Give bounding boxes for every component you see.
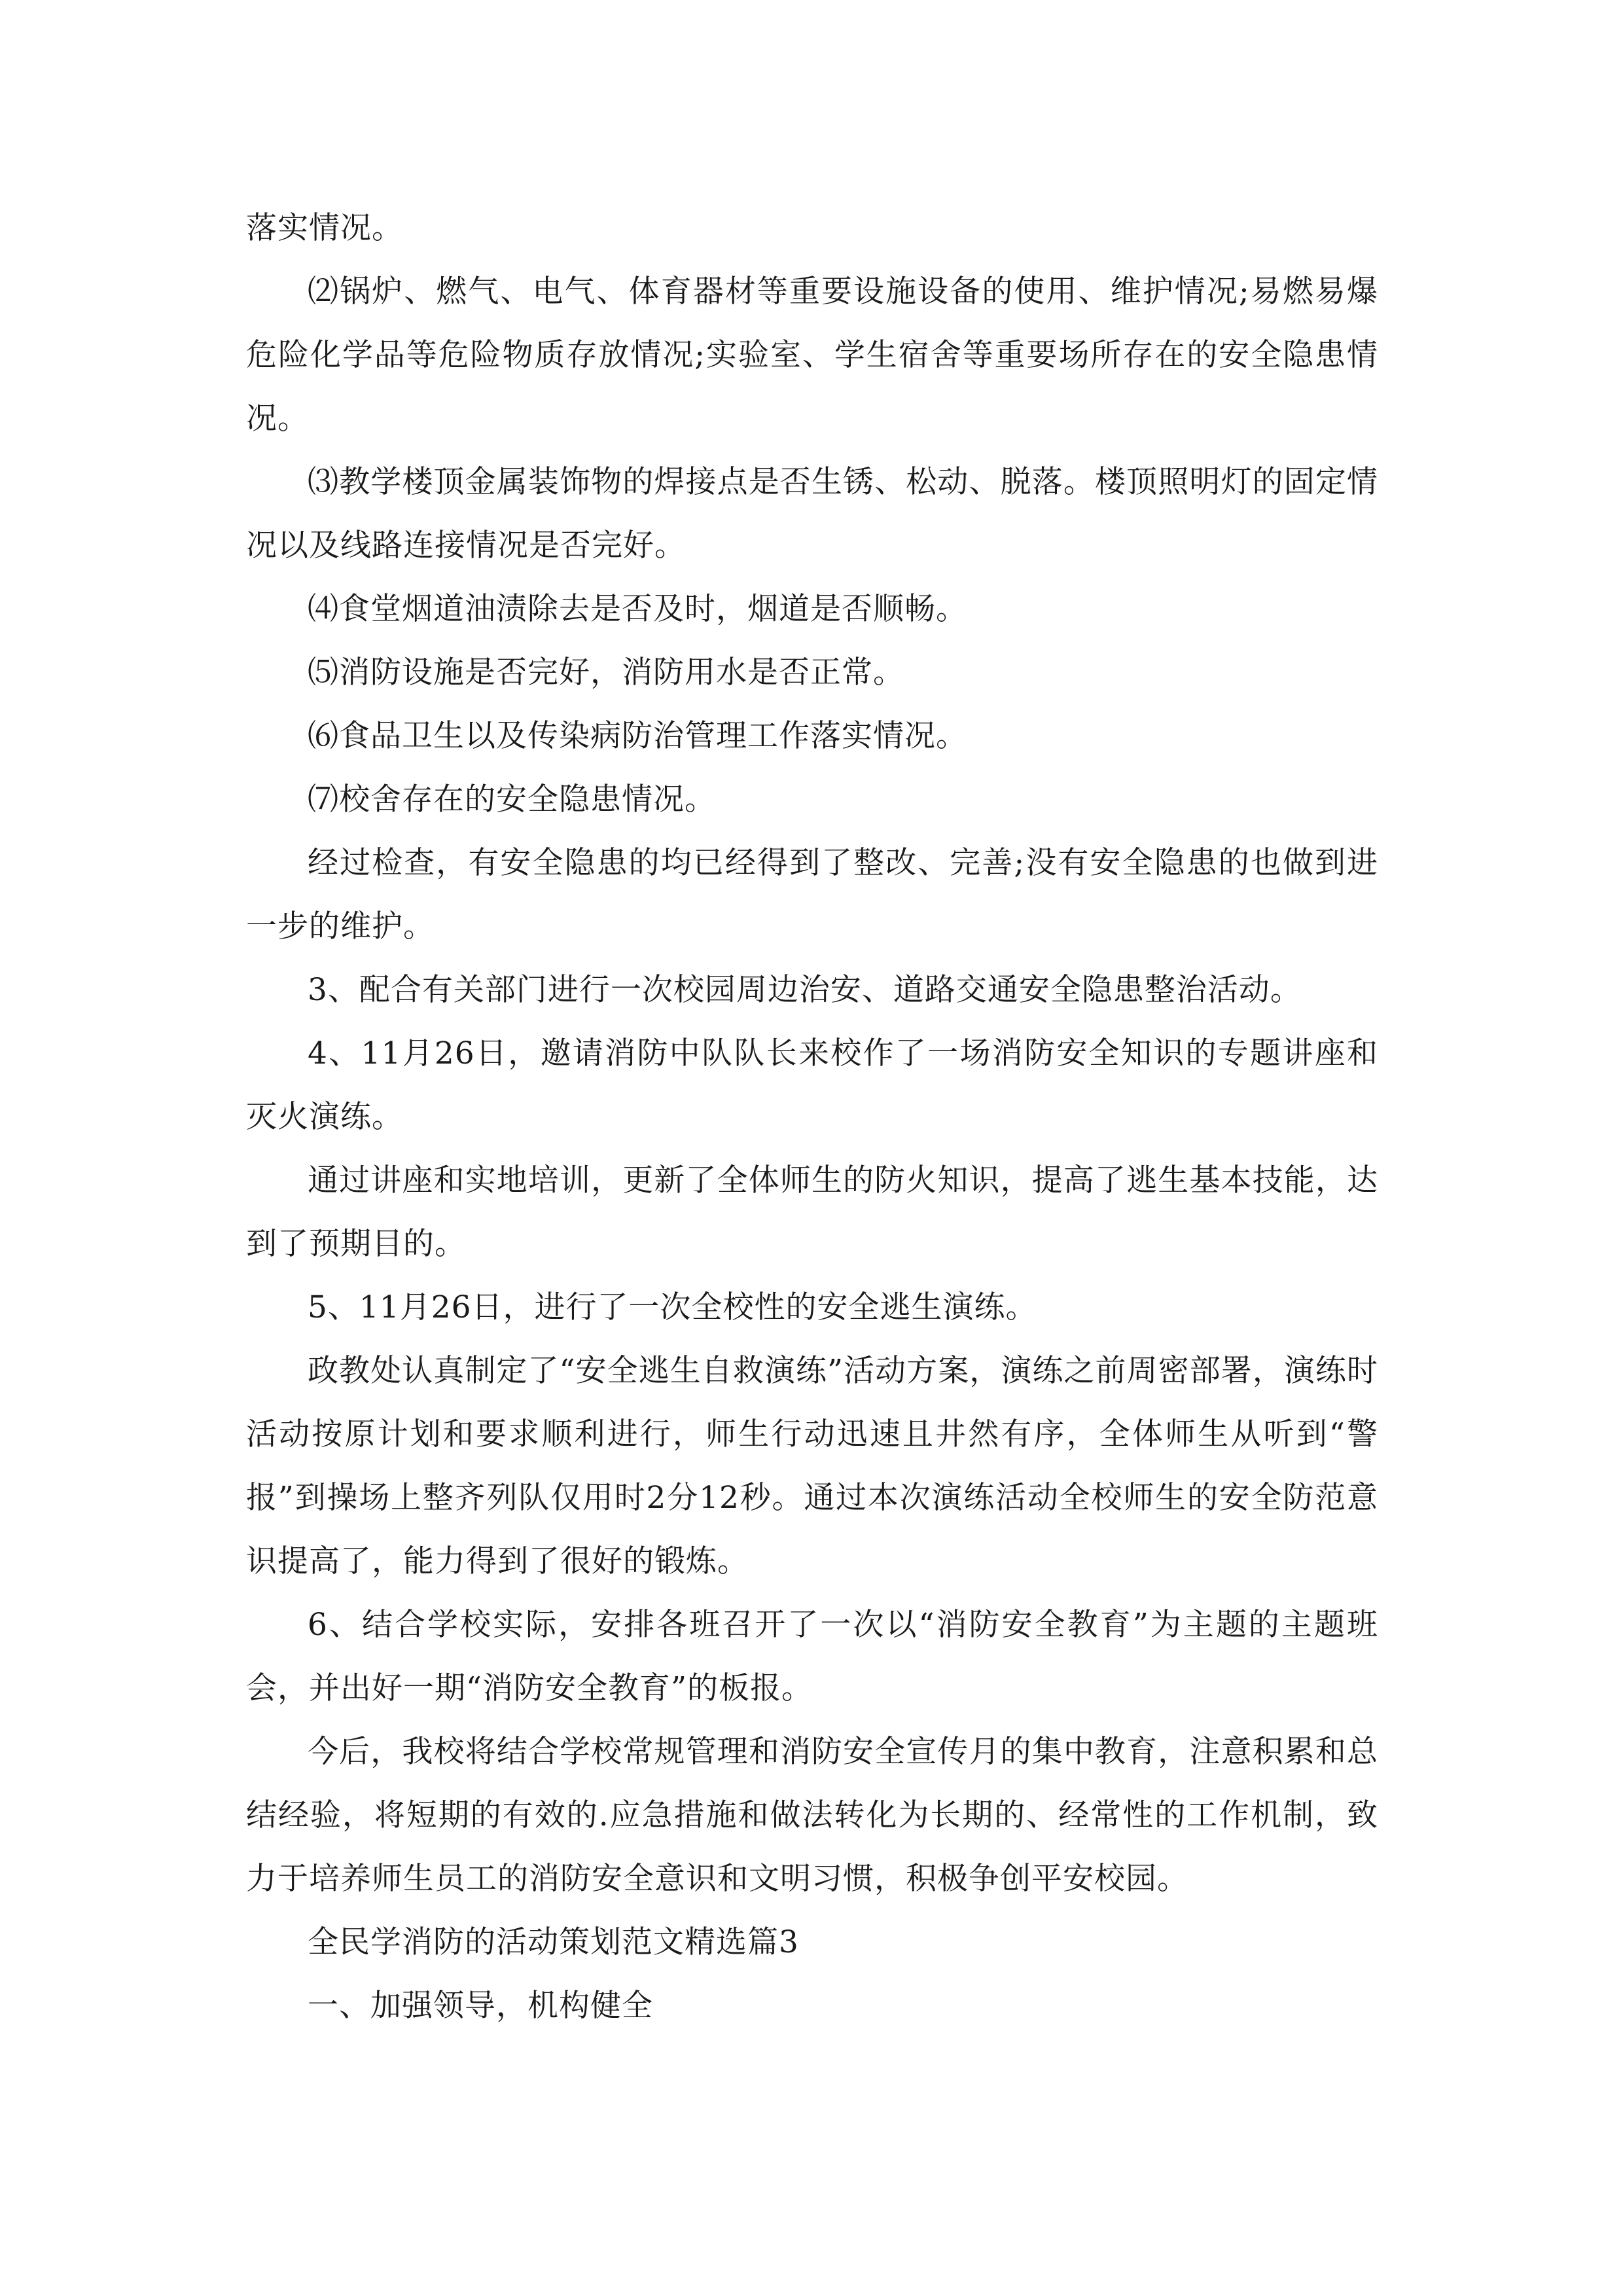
section-title: 全民学消防的活动策划范文精选篇3	[308, 1924, 799, 1960]
paragraph-5: ⑸消防设施是否完好，消防用水是否正常。	[308, 655, 904, 691]
paragraph-11: 通过讲座和实地培训，更新了全体师生的防火知识，提高了逃生基本技能，达到了预期目的。	[246, 1162, 1378, 1262]
paragraph-6: ⑹食品卫生以及传染病防治管理工作落实情况。	[308, 718, 967, 754]
paragraph-12: 5、11月26日，进行了一次全校性的安全逃生演练。	[308, 1289, 1037, 1325]
paragraph-2: ⑵锅炉、燃气、电气、体育器材等重要设施设备的使用、维护情况;易燃易爆危险化学品等危险物质存放情况;实验室、学生宿舍等重要场所存在的安全隐患情况。	[246, 274, 1378, 437]
paragraph-4: ⑷食堂烟道油渍除去是否及时，烟道是否顺畅。	[308, 591, 967, 627]
section-heading: 一、加强领导，机构健全	[308, 1988, 653, 2024]
paragraph-13: 政教处认真制定了“安全逃生自救演练”活动方案，演练之前周密部署，演练时活动按原计划和要求顺利进行，师生行动迅速且井然有序，全体师生从听到“警报”到操场上整齐列队仅用时2分12秒。通过本次演练活动全校师生的安全防范意识提高了，能力得到了很好的锻炼。	[246, 1353, 1378, 1579]
paragraph-9: 3、配合有关部门进行一次校园周边治安、道路交通安全隐患整治活动。	[308, 972, 1302, 1008]
paragraph-1: 落实情况。	[246, 210, 403, 246]
paragraph-15: 今后，我校将结合学校常规管理和消防安全宣传月的集中教育，注意积累和总结经验，将短期的有效的.应急措施和做法转化为长期的、经常性的工作机制，致力于培养师生员工的消防安全意识和文明习惯，积极争创平安校园。	[246, 1734, 1378, 1897]
paragraph-8: 经过检查，有安全隐患的均已经得到了整改、完善;没有安全隐患的也做到进一步的维护。	[246, 845, 1378, 944]
paragraph-14: 6、结合学校实际，安排各班召开了一次以“消防安全教育”为主题的主题班会，并出好一期“消防安全教育”的板报。	[246, 1607, 1378, 1706]
paragraph-7: ⑺校舍存在的安全隐患情况。	[308, 781, 716, 817]
document-body	[246, 196, 1378, 2037]
paragraph-3: ⑶教学楼顶金属装饰物的焊接点是否生锈、松动、脱落。楼顶照明灯的固定情况以及线路连接情况是否完好。	[246, 464, 1378, 564]
paragraph-10: 4、11月26日，邀请消防中队队长来校作了一场消防安全知识的专题讲座和灭火演练。	[246, 1035, 1378, 1135]
